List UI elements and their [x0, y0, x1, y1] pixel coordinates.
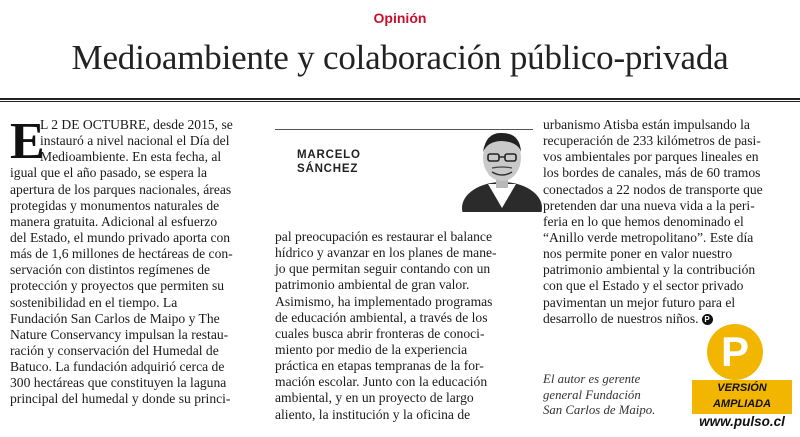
body-line: los bordes de canales, más de 60 tramos	[543, 165, 761, 181]
author-box	[275, 114, 535, 212]
body-line: Medioambiente. En esta fecha, al	[40, 149, 222, 165]
body-line: patrimonio ambiental de gran valor.	[275, 277, 470, 293]
body-line: Nature Conservancy impulsan la restau-	[10, 326, 229, 342]
body-line: pretenden dar una nueva vida a la peri-	[543, 197, 755, 213]
pulso-logo-icon: P	[707, 324, 763, 380]
bio-line: San Carlos de Maipo.	[543, 403, 656, 418]
drop-cap: E	[10, 113, 45, 170]
body-line: ración y conservación del Humedal de	[10, 342, 219, 358]
body-line: de educación ambiental, a través de los	[275, 309, 488, 325]
body-line: L 2 DE OCTUBRE, desde 2015, se	[40, 117, 233, 132]
body-last-line: desarrollo de nuestros niños.	[543, 310, 699, 326]
body-line: práctica en etapas tempranas de la for-	[275, 358, 484, 374]
headline: Medioambiente y colaboración público-privada	[71, 38, 729, 77]
promo-label-line1: VERSIÓN	[717, 382, 767, 394]
body-line: Fundación San Carlos de Maipo y The	[10, 310, 220, 326]
body-line: instauró a nivel nacional el Día del	[40, 133, 230, 149]
bio-line: general Fundación	[543, 387, 641, 402]
promo-label	[692, 380, 792, 414]
promo-url-link[interactable]: www.pulso.cl	[699, 414, 785, 429]
body-line: nos permite poner en valor nuestro	[543, 246, 733, 262]
body-line: urbanismo Atisba están impulsando la	[543, 117, 750, 132]
body-line: pal preocupación es restaurar el balance	[275, 229, 493, 244]
promo-badge[interactable]	[688, 320, 796, 432]
author-first-name: MARCELO	[297, 149, 361, 161]
body-line: recuperación de 233 kilómetros de pasi-	[543, 133, 761, 149]
body-line: jo que permitan seguir contando con un	[275, 261, 491, 277]
section-label: Opinión	[373, 10, 427, 26]
body-line: aliento, la institución y la oficina de	[275, 406, 471, 422]
body-line: protegidas y monumentos naturales de	[10, 197, 220, 213]
body-line: manera gratuita. Adicional al esfuerzo	[10, 213, 218, 229]
body-line: Batuco. La fundación adquirió cerca de	[10, 359, 225, 375]
author-last-name: SÁNCHEZ	[297, 163, 359, 175]
author-name	[297, 148, 361, 176]
body-line: Asimismo, ha implementado programas	[275, 293, 493, 309]
author-bio	[543, 372, 683, 419]
end-mark-icon: P	[702, 314, 713, 325]
column-1	[10, 113, 268, 408]
body-line: con que el Estado y el sector privado	[543, 278, 744, 294]
body-line: 300 hectáreas que constituyen la laguna	[10, 375, 227, 391]
body-line: cuales busca abrir fronteras de conoci-	[275, 325, 485, 341]
headline-rule-top	[0, 98, 800, 100]
body-line: sostenibilidad en el tiempo. La	[10, 294, 178, 310]
body-line: miento por medio de la experiencia	[275, 341, 468, 357]
body-line: pavimentan un mejor futuro para el	[543, 294, 736, 310]
body-line: conectados a 22 nodos de transporte que	[543, 181, 763, 197]
body-line: hídrico y avanzar en los planes de mane-	[275, 245, 497, 261]
body-line: feria en lo que hemos denominado el	[543, 213, 744, 229]
body-line: apertura de los parques nacionales, áreas	[10, 181, 232, 197]
body-line: del Estado, el mundo privado aporta con	[10, 229, 231, 245]
body-line: más de 1,6 millones de hectáreas de con-	[10, 246, 233, 262]
column-3	[543, 117, 793, 327]
body-line: vos ambientales por parques lineales en	[543, 149, 759, 165]
bio-line: El autor es gerente	[543, 372, 641, 386]
body-line: ambiental, y en un proyecto de largo	[275, 390, 474, 406]
body-line: protección y proyectos que permiten su	[10, 278, 225, 294]
body-line: “Anillo verde metropolitano”. Este día	[543, 229, 754, 245]
body-line: mación escolar. Junto con la educación	[275, 374, 488, 390]
headline-rule-bottom	[0, 101, 800, 102]
body-line: igual que el año pasado, se espera la	[10, 165, 208, 181]
promo-label-line2: AMPLIADA	[712, 398, 772, 410]
body-line: principal del humedal y donde su princi-	[10, 391, 231, 407]
body-line: patrimonio ambiental y la contribución	[543, 262, 756, 278]
body-line: servación con distintos regímenes de	[10, 262, 211, 278]
author-photo	[458, 122, 542, 212]
column-2	[275, 229, 533, 423]
